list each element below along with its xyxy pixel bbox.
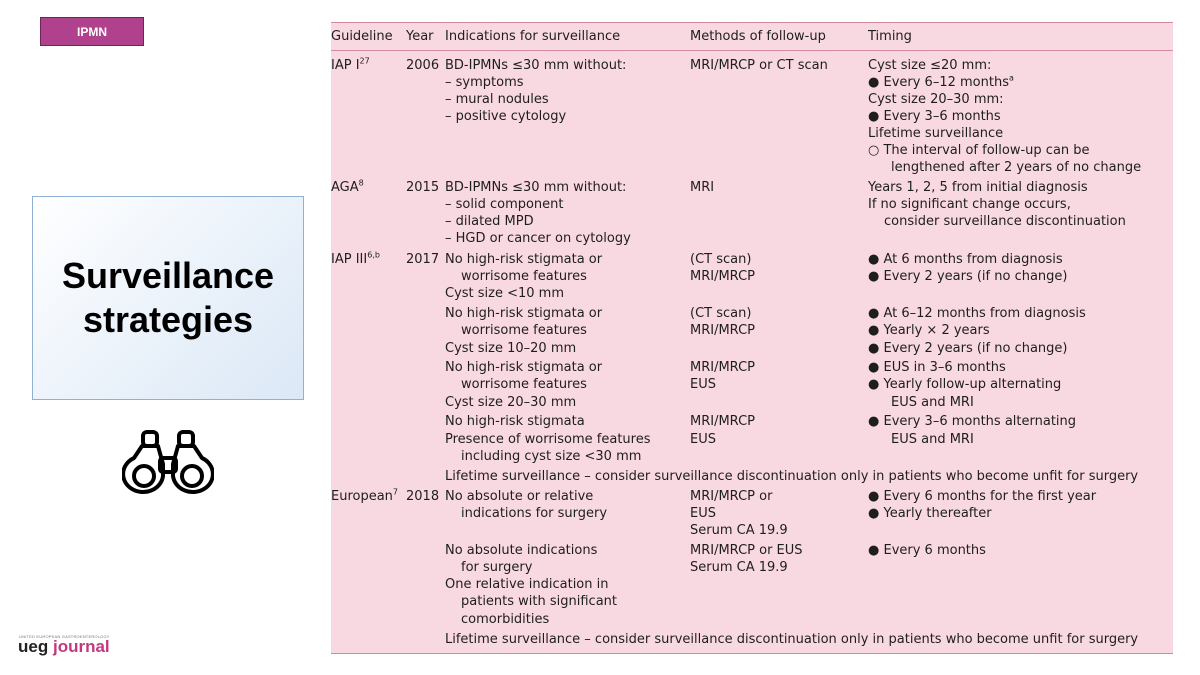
title-box xyxy=(32,196,304,400)
method-line: MRI/MRCP or xyxy=(690,489,773,504)
timing-line: ● Every 2 years (if no change) xyxy=(868,341,1068,356)
timing-line: ○ The interval of follow-up can be xyxy=(868,143,1090,158)
method-line: MRI/MRCP xyxy=(690,360,755,375)
indication-line: No high-risk stigmata or xyxy=(445,252,603,267)
method-line: Serum CA 19.9 xyxy=(690,560,788,575)
method-line: MRI/MRCP xyxy=(690,323,755,338)
indication-line: One relative indication in xyxy=(445,577,609,592)
timing-line: ● Every 6 months xyxy=(868,543,986,558)
indication-line: – solid component xyxy=(445,197,564,212)
header-indications: Indications for surveillance xyxy=(445,29,621,44)
indication-line: – symptoms xyxy=(445,75,524,90)
header-timing: Timing xyxy=(868,29,912,44)
title-line-1: Surveillance xyxy=(61,255,275,296)
timing-line: ● Yearly × 2 years xyxy=(868,323,990,338)
indication-line: worrisome features xyxy=(461,377,587,392)
year-cell: 2017 xyxy=(406,252,440,267)
indication-line: including cyst size <30 mm xyxy=(461,449,642,464)
indication-line: worrisome features xyxy=(461,323,587,338)
timing-line: consider surveillance discontinuation xyxy=(884,214,1126,229)
timing-line: ● Every 6–12 months$^a$ xyxy=(868,73,1014,90)
guideline-cell: European$^7$ xyxy=(331,487,399,504)
method-line: EUS xyxy=(690,506,716,521)
section-tag: IPMN xyxy=(40,17,144,46)
method-line: EUS xyxy=(690,432,716,447)
timing-line: ● Yearly follow-up alternating xyxy=(868,377,1062,392)
year-cell: 2006 xyxy=(406,58,440,73)
indication-line: Cyst size <10 mm xyxy=(445,286,565,301)
indication-line: for surgery xyxy=(461,560,533,575)
indication-line: No absolute or relative xyxy=(445,489,594,504)
indication-line: indications for surgery xyxy=(461,506,608,521)
timing-line: If no significant change occurs, xyxy=(868,197,1071,212)
indication-line: Cyst size 10–20 mm xyxy=(445,341,577,356)
method-line: MRI/MRCP xyxy=(690,414,755,429)
guideline-cell: IAP $I^{27}$ xyxy=(331,56,370,73)
timing-line: ● Every 2 years (if no change) xyxy=(868,269,1068,284)
header-year: Year xyxy=(406,29,434,44)
method-line: MRI xyxy=(690,180,715,195)
method-line: Serum CA 19.9 xyxy=(690,523,788,538)
timing-line: ● Every 3–6 months alternating xyxy=(868,414,1077,429)
timing-line: ● EUS in 3–6 months xyxy=(868,360,1006,375)
indication-line: – dilated MPD xyxy=(445,214,534,229)
logo-journal: journal xyxy=(52,637,110,656)
indication-line: No high-risk stigmata xyxy=(445,414,585,429)
timing-line: ● At 6–12 months from diagnosis xyxy=(868,306,1086,321)
header-rule xyxy=(331,50,1173,51)
indication-line: Presence of worrisome features xyxy=(445,432,651,447)
timing-line: EUS and MRI xyxy=(891,395,974,410)
method-line: (CT scan) xyxy=(690,252,752,267)
indication-line: BD-IPMNs ≤30 mm without: xyxy=(445,58,627,73)
timing-line: ● At 6 months from diagnosis xyxy=(868,252,1063,267)
footer-note: Lifetime surveillance – consider surveillance discontinuation only in patients who become unfit for surgery xyxy=(445,469,1139,484)
surveillance-table xyxy=(331,22,1173,654)
method-line: EUS xyxy=(690,377,716,392)
method-line: MRI/MRCP or EUS xyxy=(690,543,803,558)
year-cell: 2018 xyxy=(406,489,440,504)
indication-line: No high-risk stigmata or xyxy=(445,360,603,375)
header-methods: Methods of follow-up xyxy=(690,29,826,44)
timing-line: Years 1, 2, 5 from initial diagnosis xyxy=(868,180,1088,195)
timing-line: Cyst size 20–30 mm: xyxy=(868,92,1004,107)
timing-line: ● Every 3–6 months xyxy=(868,109,1001,124)
timing-line: EUS and MRI xyxy=(891,432,974,447)
indication-line: BD-IPMNs ≤30 mm without: xyxy=(445,180,627,195)
indication-line: – HGD or cancer on cytology xyxy=(445,231,631,246)
timing-line: Cyst size ≤20 mm: xyxy=(868,58,992,73)
binoculars-icon xyxy=(122,428,214,496)
logo-ueg: ueg xyxy=(18,637,49,656)
timing-line: lengthened after 2 years of no change xyxy=(891,160,1142,175)
method-line: MRI/MRCP xyxy=(690,269,755,284)
indication-line: No high-risk stigmata or xyxy=(445,306,603,321)
year-cell: 2015 xyxy=(406,180,440,195)
indication-line: worrisome features xyxy=(461,269,587,284)
guideline-cell: IAP III$^{6,b}$ xyxy=(331,250,380,267)
indication-line: comorbidities xyxy=(461,612,550,627)
ueg-journal-logo xyxy=(18,634,118,664)
indication-line: patients with significant xyxy=(461,594,618,609)
method-line: (CT scan) xyxy=(690,306,752,321)
guideline-cell: AGA$^8$ xyxy=(331,178,364,195)
method-line: MRI/MRCP or CT scan xyxy=(690,58,828,73)
timing-line: ● Every 6 months for the first year xyxy=(868,489,1097,504)
title-line-2: strategies xyxy=(82,299,254,340)
slide-title xyxy=(62,254,274,342)
indication-line: No absolute indications xyxy=(445,543,598,558)
indication-line: – mural nodules xyxy=(445,92,549,107)
logo-subtitle: UNITED EUROPEAN GASTROENTEROLOGY xyxy=(19,634,110,639)
timing-line: ● Yearly thereafter xyxy=(868,506,992,521)
indication-line: Cyst size 20–30 mm xyxy=(445,395,577,410)
timing-line: Lifetime surveillance xyxy=(868,126,1004,141)
indication-line: – positive cytology xyxy=(445,109,567,124)
logo-wordmark xyxy=(18,637,110,657)
header-guideline: Guideline xyxy=(331,29,393,44)
footer-note: Lifetime surveillance – consider surveillance discontinuation only in patients who become unfit for surgery xyxy=(445,632,1139,647)
